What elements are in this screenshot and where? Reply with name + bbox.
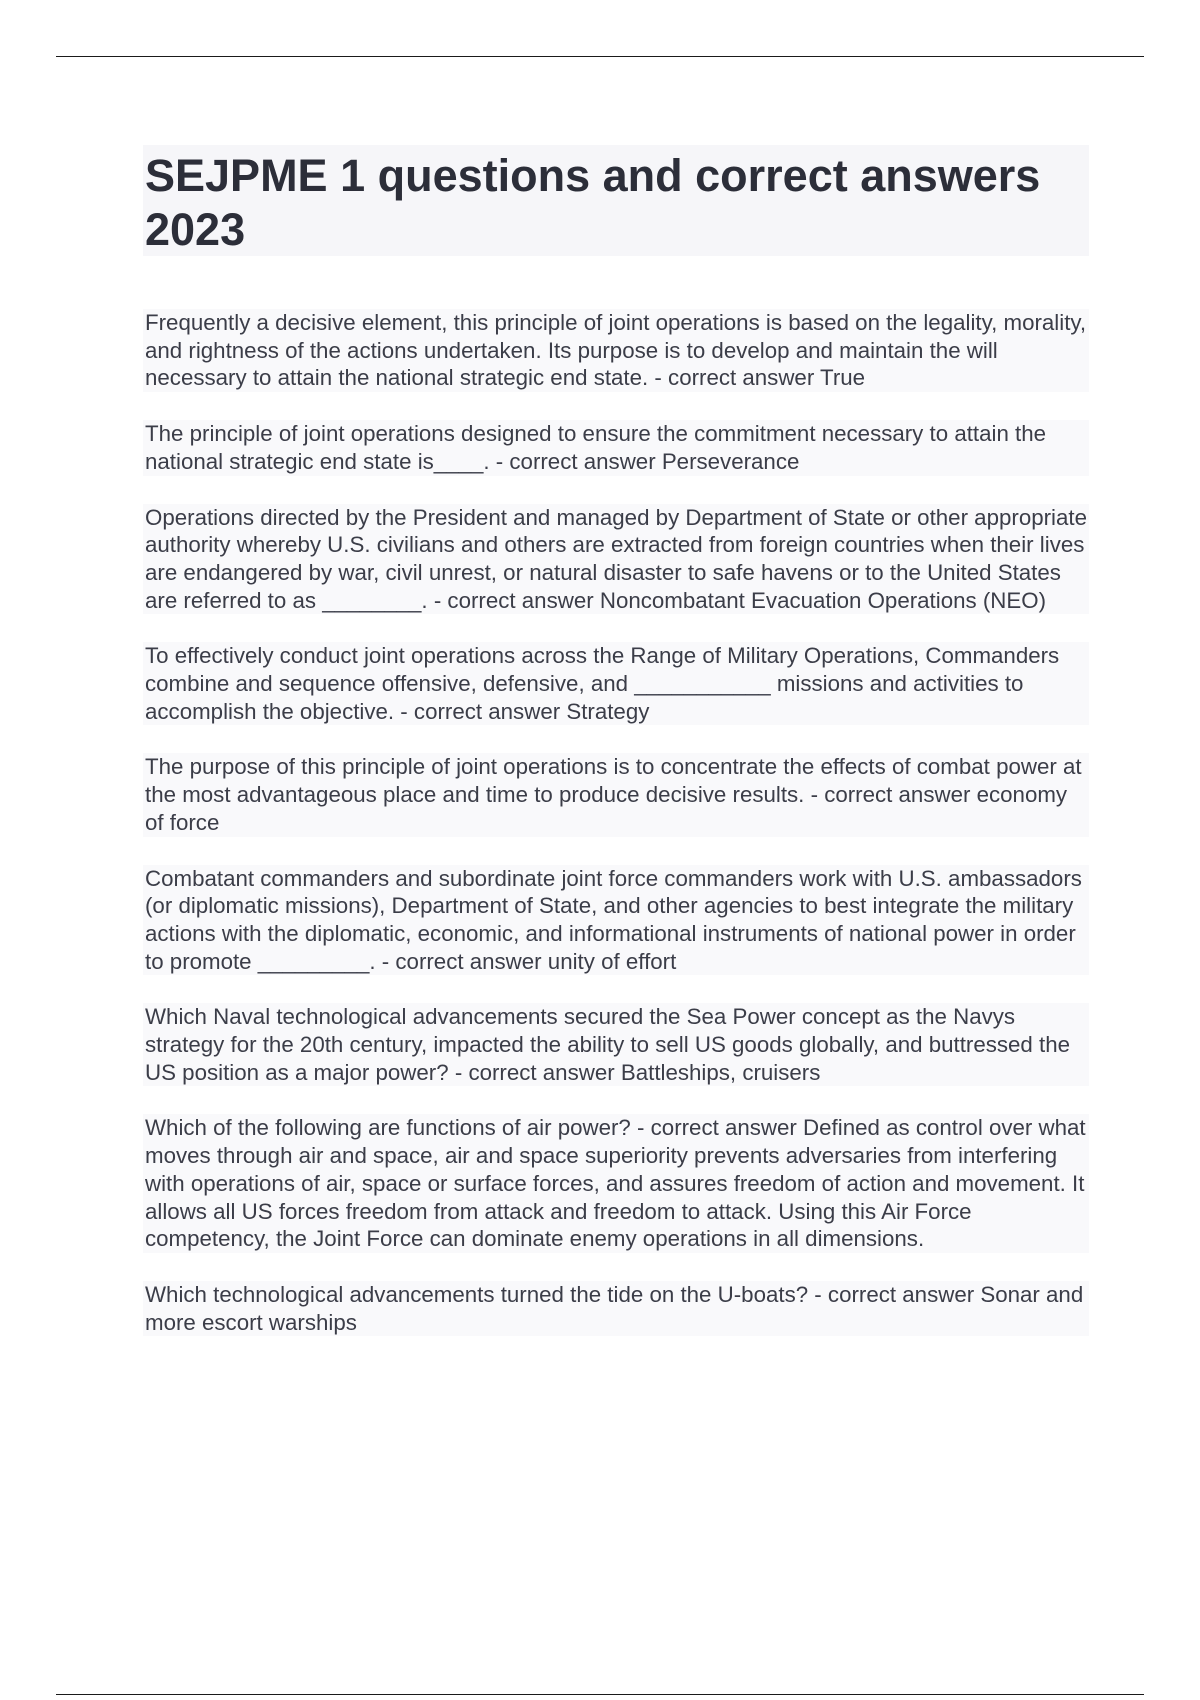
qa-list: [143, 309, 1089, 1364]
qa-item: Frequently a decisive element, this principle of joint operations is based on the legality, morality, and rightness of the actions undertaken. Its purpose is to develop and maintain the will necessary to attain the national strategic end state. - correct answer True: [143, 309, 1089, 392]
qa-item: Operations directed by the President and managed by Department of State or other appropriate authority whereby U.S. civilians and others are extracted from foreign countries when their lives are endangered by war, civil unrest, or natural disaster to safe havens or to the United States are referred to as ________. - correct answer Noncombatant Evacuation Operations (NEO): [145, 504, 1087, 613]
document-title: SEJPME 1 questions and correct answers 2023: [145, 150, 1041, 255]
qa-item: Which Naval technological advancements secured the Sea Power concept as the Navys strategy for the 20th century, impacted the ability to sell US goods globally, and buttressed the US position as a major power? - correct answer Battleships, cruisers: [143, 1003, 1089, 1086]
qa-item: To effectively conduct joint operations across the Range of Military Operations, Commanders combine and sequence offensive, defensive, and ___________ missions and activities to accomplish the objective. - correct answer Strategy: [143, 642, 1089, 725]
qa-item: Which of the following are functions of air power? - correct answer Defined as control over what moves through air and space, air and space superiority prevents adversaries from interfering with operations of air, space or surface forces, and assures freedom of action and movement. It allows all US forces freedom from attack and freedom to attack. Using this Air Force competency, the Joint Force can dominate enemy operations in all dimensions.: [143, 1114, 1089, 1253]
qa-item: The principle of joint operations designed to ensure the commitment necessary to attain the national strategic end state is____. - correct answer Perseverance: [143, 420, 1089, 475]
top-divider: [56, 56, 1144, 57]
title-block: [143, 145, 1089, 256]
qa-item: Combatant commanders and subordinate joint force commanders work with U.S. ambassadors (or diplomatic missions), Department of State, and other agencies to best integrate the military actions with the diplomatic, economic, and informational instruments of national power in order to promote _________. - correct answer unity of effort: [143, 865, 1089, 976]
qa-item: The purpose of this principle of joint operations is to concentrate the effects of combat power at the most advantageous place and time to produce decisive results. - correct answer economy of force: [143, 753, 1089, 836]
bottom-divider: [56, 1694, 1144, 1695]
qa-item: Which technological advancements turned the tide on the U-boats? - correct answer Sonar and more escort warships: [143, 1281, 1089, 1336]
